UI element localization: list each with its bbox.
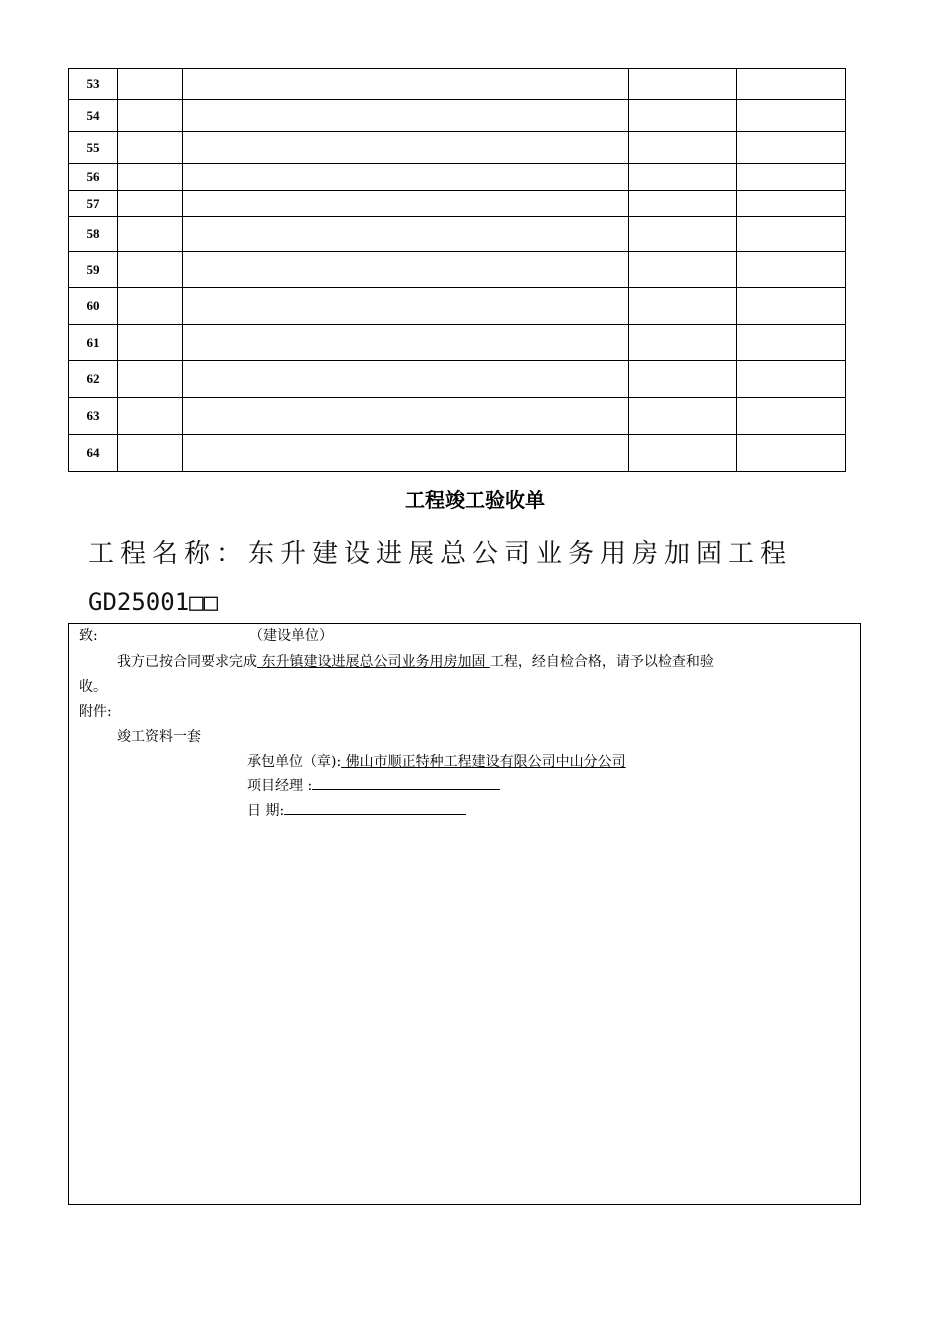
row-number: 59 (69, 252, 118, 288)
document-title: 工程竣工验收单 (405, 488, 545, 512)
table-cell (183, 132, 629, 164)
table-cell (629, 217, 737, 252)
table-row (69, 398, 846, 435)
table-cell (737, 398, 846, 435)
table-cell (629, 361, 737, 398)
table-cell (118, 398, 183, 435)
table-cell (118, 191, 183, 217)
contractor-line (247, 750, 626, 774)
project-name: 东升建设进展总公司业务用房加固工程 (248, 539, 793, 569)
contractor-label: 承包单位（章): (247, 754, 342, 770)
table-cell (183, 191, 629, 217)
table-row (69, 252, 846, 288)
project-name-block (88, 530, 863, 626)
table-row (69, 325, 846, 361)
table-cell (737, 69, 846, 100)
item-table (68, 68, 846, 472)
table-cell (629, 325, 737, 361)
table-row (69, 69, 846, 100)
date-blank[interactable] (284, 800, 466, 815)
table-row (69, 100, 846, 132)
row-number: 57 (69, 191, 118, 217)
date-label: 日 期: (247, 803, 285, 819)
table-cell (183, 361, 629, 398)
table-cell (737, 164, 846, 191)
table-row (69, 288, 846, 325)
table-cell (737, 191, 846, 217)
row-number: 61 (69, 325, 118, 361)
row-number: 55 (69, 132, 118, 164)
date-line (247, 799, 466, 823)
row-number: 62 (69, 361, 118, 398)
table-cell (118, 325, 183, 361)
table-cell (183, 435, 629, 472)
table-cell (183, 252, 629, 288)
table-cell (183, 100, 629, 132)
to-unit: （建设单位） (249, 628, 333, 644)
statement-prefix: 我方已按合同要求完成 (117, 654, 257, 670)
table-cell (183, 288, 629, 325)
table-cell (737, 325, 846, 361)
table-cell (737, 361, 846, 398)
table-cell (629, 69, 737, 100)
table-cell (629, 435, 737, 472)
table-cell (629, 100, 737, 132)
table-cell (183, 398, 629, 435)
table-cell (118, 217, 183, 252)
acceptance-form (68, 623, 861, 1205)
to-line (79, 624, 98, 648)
manager-label: 项目经理 : (247, 778, 313, 794)
table-cell (629, 164, 737, 191)
table-cell (737, 435, 846, 472)
table-row (69, 361, 846, 398)
attachment-item: 竣工资料一套 (117, 729, 201, 745)
table-cell (183, 217, 629, 252)
row-number: 60 (69, 288, 118, 325)
manager-blank[interactable] (312, 775, 500, 790)
table-cell (629, 191, 737, 217)
table-cell (118, 435, 183, 472)
statement-project: 东升镇建设进展总公司业务用房加固 (257, 654, 490, 670)
project-code: GD25001□□ (88, 588, 219, 616)
table-cell (183, 164, 629, 191)
table-cell (737, 132, 846, 164)
table-row (69, 191, 846, 217)
table-cell (118, 100, 183, 132)
table-cell (629, 252, 737, 288)
statement-end: 收。 (79, 679, 107, 695)
table-row (69, 217, 846, 252)
table-cell (737, 252, 846, 288)
table-cell (737, 217, 846, 252)
project-name-label: 工程名称： (88, 539, 249, 569)
table-cell (118, 288, 183, 325)
row-number: 64 (69, 435, 118, 472)
table-cell (737, 288, 846, 325)
row-number: 53 (69, 69, 118, 100)
table-cell (183, 69, 629, 100)
row-number: 58 (69, 217, 118, 252)
table-cell (629, 132, 737, 164)
manager-line (247, 774, 500, 798)
table-row (69, 164, 846, 191)
row-number: 63 (69, 398, 118, 435)
table-cell (118, 252, 183, 288)
row-number: 54 (69, 100, 118, 132)
table-cell (118, 132, 183, 164)
table-cell (629, 398, 737, 435)
attachment-label: 附件: (79, 704, 112, 720)
table-cell (737, 100, 846, 132)
table-cell (118, 361, 183, 398)
table-cell (118, 69, 183, 100)
table-row (69, 132, 846, 164)
to-label: 致: (79, 628, 98, 644)
table-cell (183, 325, 629, 361)
contractor-value: 佛山市顺正特种工程建设有限公司中山分公司 (341, 754, 626, 770)
statement-suffix: 工程，经自检合格，请予以检查和验 (489, 654, 714, 670)
statement-line (117, 650, 714, 674)
table-cell (629, 288, 737, 325)
table-row (69, 435, 846, 472)
table-cell (118, 164, 183, 191)
row-number: 56 (69, 164, 118, 191)
